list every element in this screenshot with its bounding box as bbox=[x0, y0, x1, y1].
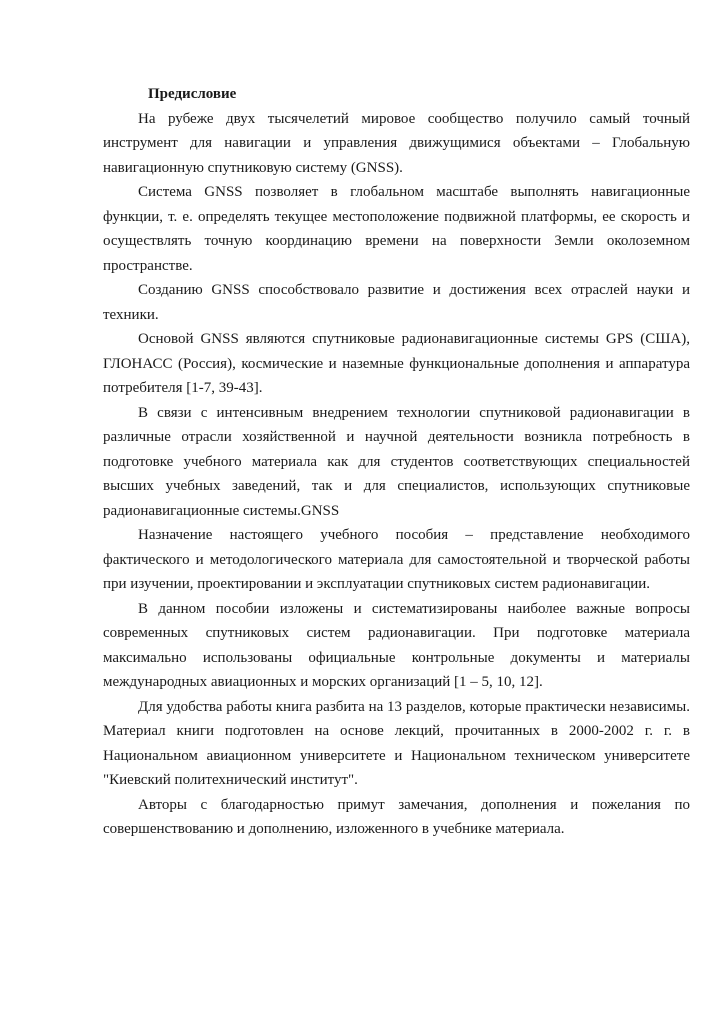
paragraph: В данном пособии изложены и систематизированы наиболее важные вопросы современных спутниковых систем радионавигации. При подготовке материала максимально использованы официальные контрольные документы и материалы международных авиационных и морских организаций [1 – 5, 10, 12]. bbox=[103, 600, 690, 690]
paragraph: Система GNSS позволяет в глобальном масштабе выполнять навигационные функции, т. е. определять текущее местоположение подвижной платформы, ее скорость и осуществлять точную координацию времени на поверхности Земли околоземном пространстве. bbox=[103, 184, 690, 274]
paragraph: В связи с интенсивным внедрением технологии спутниковой радионавигации в различные отрасли хозяйственной и научной деятельности возникла потребность в подготовке учебного материала как для студентов соответствующих специальностей высших учебных заведений, так и для специалистов, использующих спутниковые радионавигационные системы.GNSS bbox=[103, 404, 690, 519]
paragraph: На рубеже двух тысячелетий мировое сообщество получило самый точный инструмент для навигации и управления движущимися объектами – Глобальную навигационную спутниковую систему (GNSS). bbox=[103, 110, 690, 176]
paragraph: Созданию GNSS способствовало развитие и достижения всех отраслей науки и техники. bbox=[103, 282, 690, 323]
paragraph: Для удобства работы книга разбита на 13 разделов, которые практически независимы. Материал книги подготовлен на основе лекций, прочитанных в 2000-2002 г. г. в Национальном авиационном университете и Национальном техническом университете "Киевский политехнический институт". bbox=[103, 698, 690, 788]
paragraph: Основой GNSS являются спутниковые радионавигационные системы GPS (США), ГЛОНАСС (Россия), космические и наземные функциональные дополнения и аппаратура потребителя [1-7, 39-43]. bbox=[103, 331, 690, 396]
paragraph: Назначение настоящего учебного пособия – представление необходимого фактического и методологического материала для самостоятельной и творческой работы при изучении, проектировании и эксплуатации спутниковых систем радионавигации. bbox=[103, 527, 690, 592]
document-body bbox=[103, 82, 690, 842]
paragraph-list bbox=[103, 107, 690, 842]
paragraph: Авторы с благодарностью примут замечания, дополнения и пожелания по совершенствованию и дополнению, изложенного в учебнике материала. bbox=[103, 796, 690, 837]
page-title: Предисловие bbox=[148, 86, 237, 102]
